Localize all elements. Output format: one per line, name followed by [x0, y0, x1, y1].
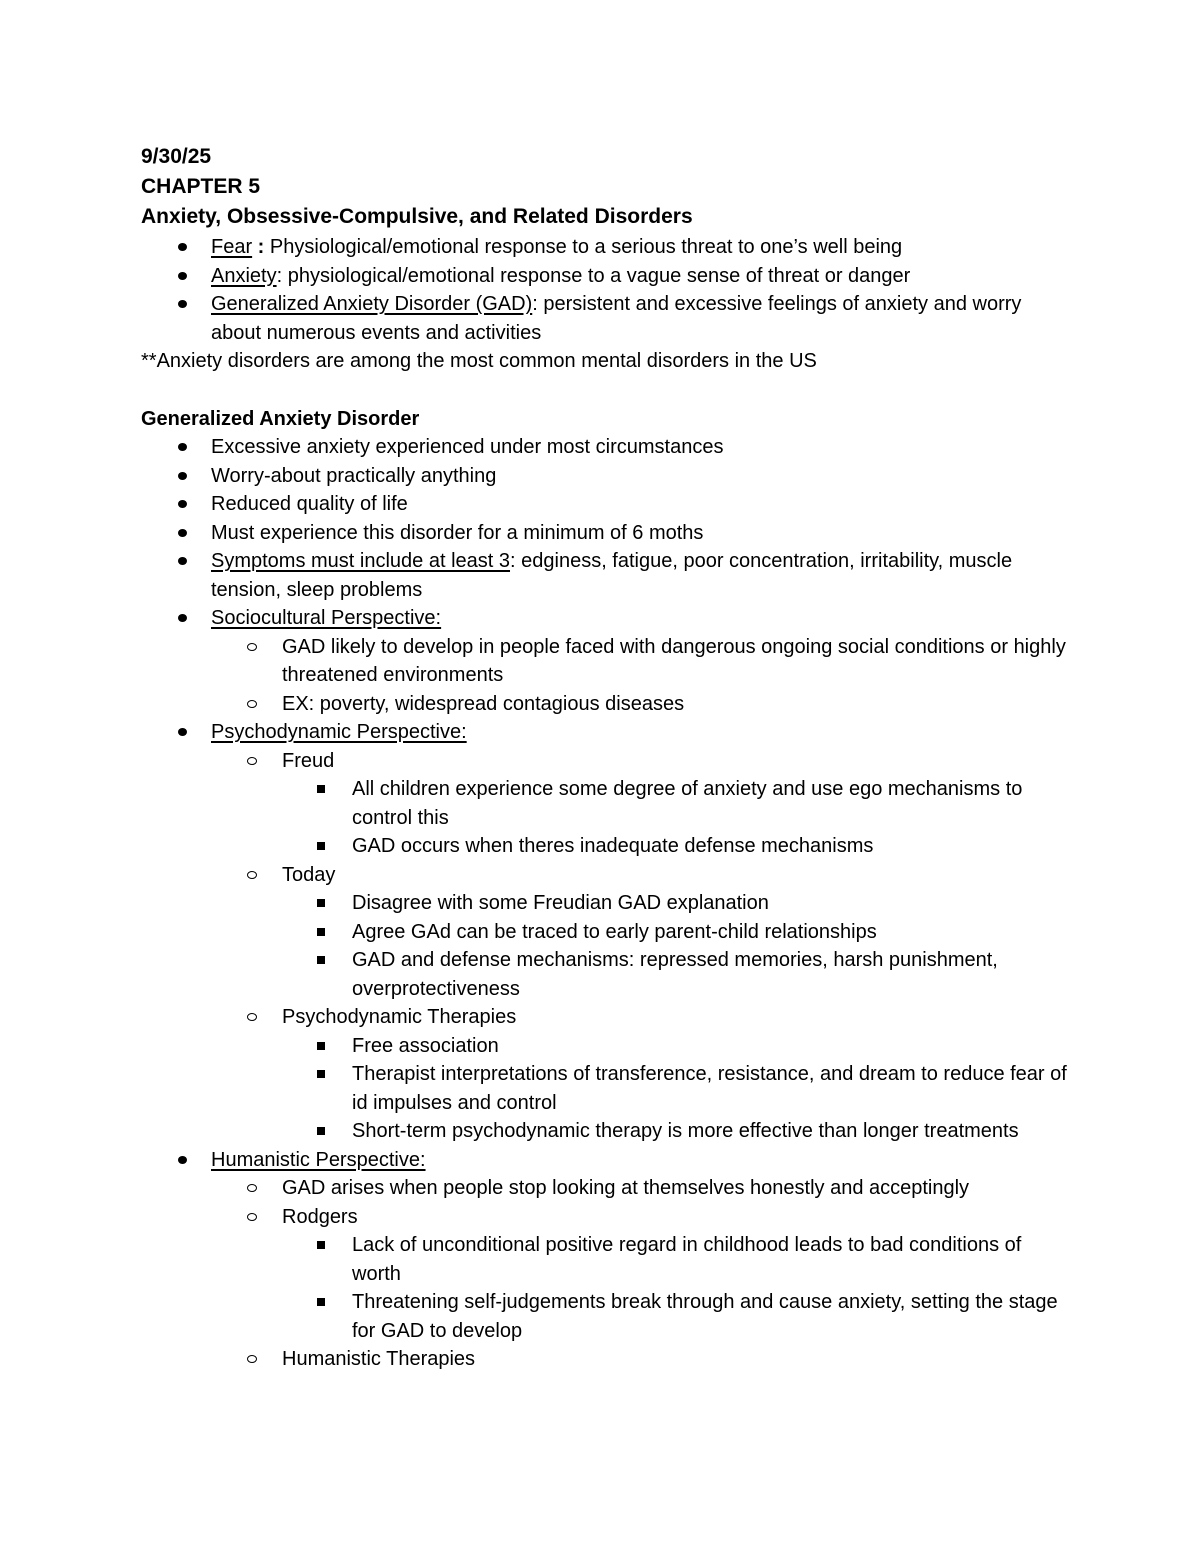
bullet-icon	[178, 1156, 187, 1164]
sociocultural-label: Sociocultural Perspective:	[211, 607, 442, 629]
list-item: Free association	[141, 1032, 1071, 1061]
list-item: Freud	[141, 747, 1071, 776]
list-item: Worry-about practically anything	[141, 462, 1071, 491]
bullet-icon	[178, 557, 187, 565]
circle-bullet-icon	[247, 871, 257, 879]
list-item: Threatening self-judgements break through and cause anxiety, setting the stage for GAD to develop	[141, 1288, 1071, 1345]
list-item: Generalized Anxiety Disorder (GAD): persistent and excessive feelings of anxiety and worry about numerous events and activities	[141, 290, 1071, 347]
list-item: GAD likely to develop in people faced with dangerous ongoing social conditions or highly threatened environments	[141, 633, 1071, 690]
bullet-icon	[178, 300, 187, 308]
gad-list	[141, 433, 1071, 1374]
list-item: Fear : Physiological/emotional response to a serious threat to one’s well being	[141, 233, 1071, 262]
list-item: Reduced quality of life	[141, 490, 1071, 519]
list-item	[141, 718, 1071, 747]
list-item: Symptoms must include at least 3: edginess, fatigue, poor concentration, irritability, muscle tension, sleep problems	[141, 547, 1071, 604]
term-symptoms: Symptoms must include at least 3	[211, 550, 511, 572]
circle-bullet-icon	[247, 1013, 257, 1021]
square-bullet-icon	[317, 1070, 325, 1078]
square-bullet-icon	[317, 928, 325, 936]
chapter-heading: CHAPTER 5	[141, 175, 261, 198]
list-item: Rodgers	[141, 1203, 1071, 1232]
list-item: Agree GAd can be traced to early parent-child relationships	[141, 918, 1071, 947]
bullet-icon	[178, 728, 187, 736]
list-item: Disagree with some Freudian GAD explanation	[141, 889, 1071, 918]
square-bullet-icon	[317, 899, 325, 907]
square-bullet-icon	[317, 1042, 325, 1050]
list-item	[141, 1146, 1071, 1175]
circle-bullet-icon	[247, 1355, 257, 1363]
circle-bullet-icon	[247, 1184, 257, 1192]
list-item: Anxiety: physiological/emotional response to a vague sense of threat or danger	[141, 262, 1071, 291]
list-item: Lack of unconditional positive regard in childhood leads to bad conditions of worth	[141, 1231, 1071, 1288]
list-item: Short-term psychodynamic therapy is more effective than longer treatments	[141, 1117, 1071, 1146]
term-gad: Generalized Anxiety Disorder (GAD)	[211, 293, 533, 315]
bullet-icon	[178, 529, 187, 537]
list-item: GAD arises when people stop looking at themselves honestly and acceptingly	[141, 1174, 1071, 1203]
bullet-icon	[178, 472, 187, 480]
bullet-icon	[178, 500, 187, 508]
circle-bullet-icon	[247, 1213, 257, 1221]
square-bullet-icon	[317, 842, 325, 850]
list-item: EX: poverty, widespread contagious diseases	[141, 690, 1071, 719]
square-bullet-icon	[317, 1127, 325, 1135]
intro-list	[141, 233, 1071, 347]
list-item: Therapist interpretations of transference, resistance, and dream to reduce fear of id impulses and control	[141, 1060, 1071, 1117]
circle-bullet-icon	[247, 700, 257, 708]
list-item: All children experience some degree of anxiety and use ego mechanisms to control this	[141, 775, 1071, 832]
list-item: Excessive anxiety experienced under most circumstances	[141, 433, 1071, 462]
humanistic-label: Humanistic Perspective:	[211, 1148, 426, 1171]
list-item: GAD occurs when theres inadequate defense mechanisms	[141, 832, 1071, 861]
note-text: **Anxiety disorders are among the most common mental disorders in the US	[141, 350, 817, 372]
square-bullet-icon	[317, 956, 325, 964]
date-heading: 9/30/25	[141, 145, 212, 168]
list-item	[141, 604, 1071, 633]
list-item: GAD and defense mechanisms: repressed memories, harsh punishment, overprotectiveness	[141, 946, 1071, 1003]
list-item: Must experience this disorder for a minimum of 6 moths	[141, 519, 1071, 548]
square-bullet-icon	[317, 1298, 325, 1306]
bullet-icon	[178, 614, 187, 622]
circle-bullet-icon	[247, 643, 257, 651]
document-title: Anxiety, Obsessive-Compulsive, and Related Disorders	[141, 205, 693, 228]
psychodynamic-label: Psychodynamic Perspective:	[211, 721, 467, 743]
square-bullet-icon	[317, 785, 325, 793]
list-item: Psychodynamic Therapies	[141, 1003, 1071, 1032]
term-fear: Fear	[211, 236, 253, 258]
section-title: Generalized Anxiety Disorder	[141, 408, 420, 430]
bullet-icon	[178, 272, 187, 280]
list-item: Humanistic Therapies	[141, 1345, 1071, 1374]
square-bullet-icon	[317, 1241, 325, 1249]
circle-bullet-icon	[247, 757, 257, 765]
bullet-icon	[178, 443, 187, 451]
bullet-icon	[178, 243, 187, 251]
list-item: Today	[141, 861, 1071, 890]
term-anxiety: Anxiety	[211, 264, 277, 287]
